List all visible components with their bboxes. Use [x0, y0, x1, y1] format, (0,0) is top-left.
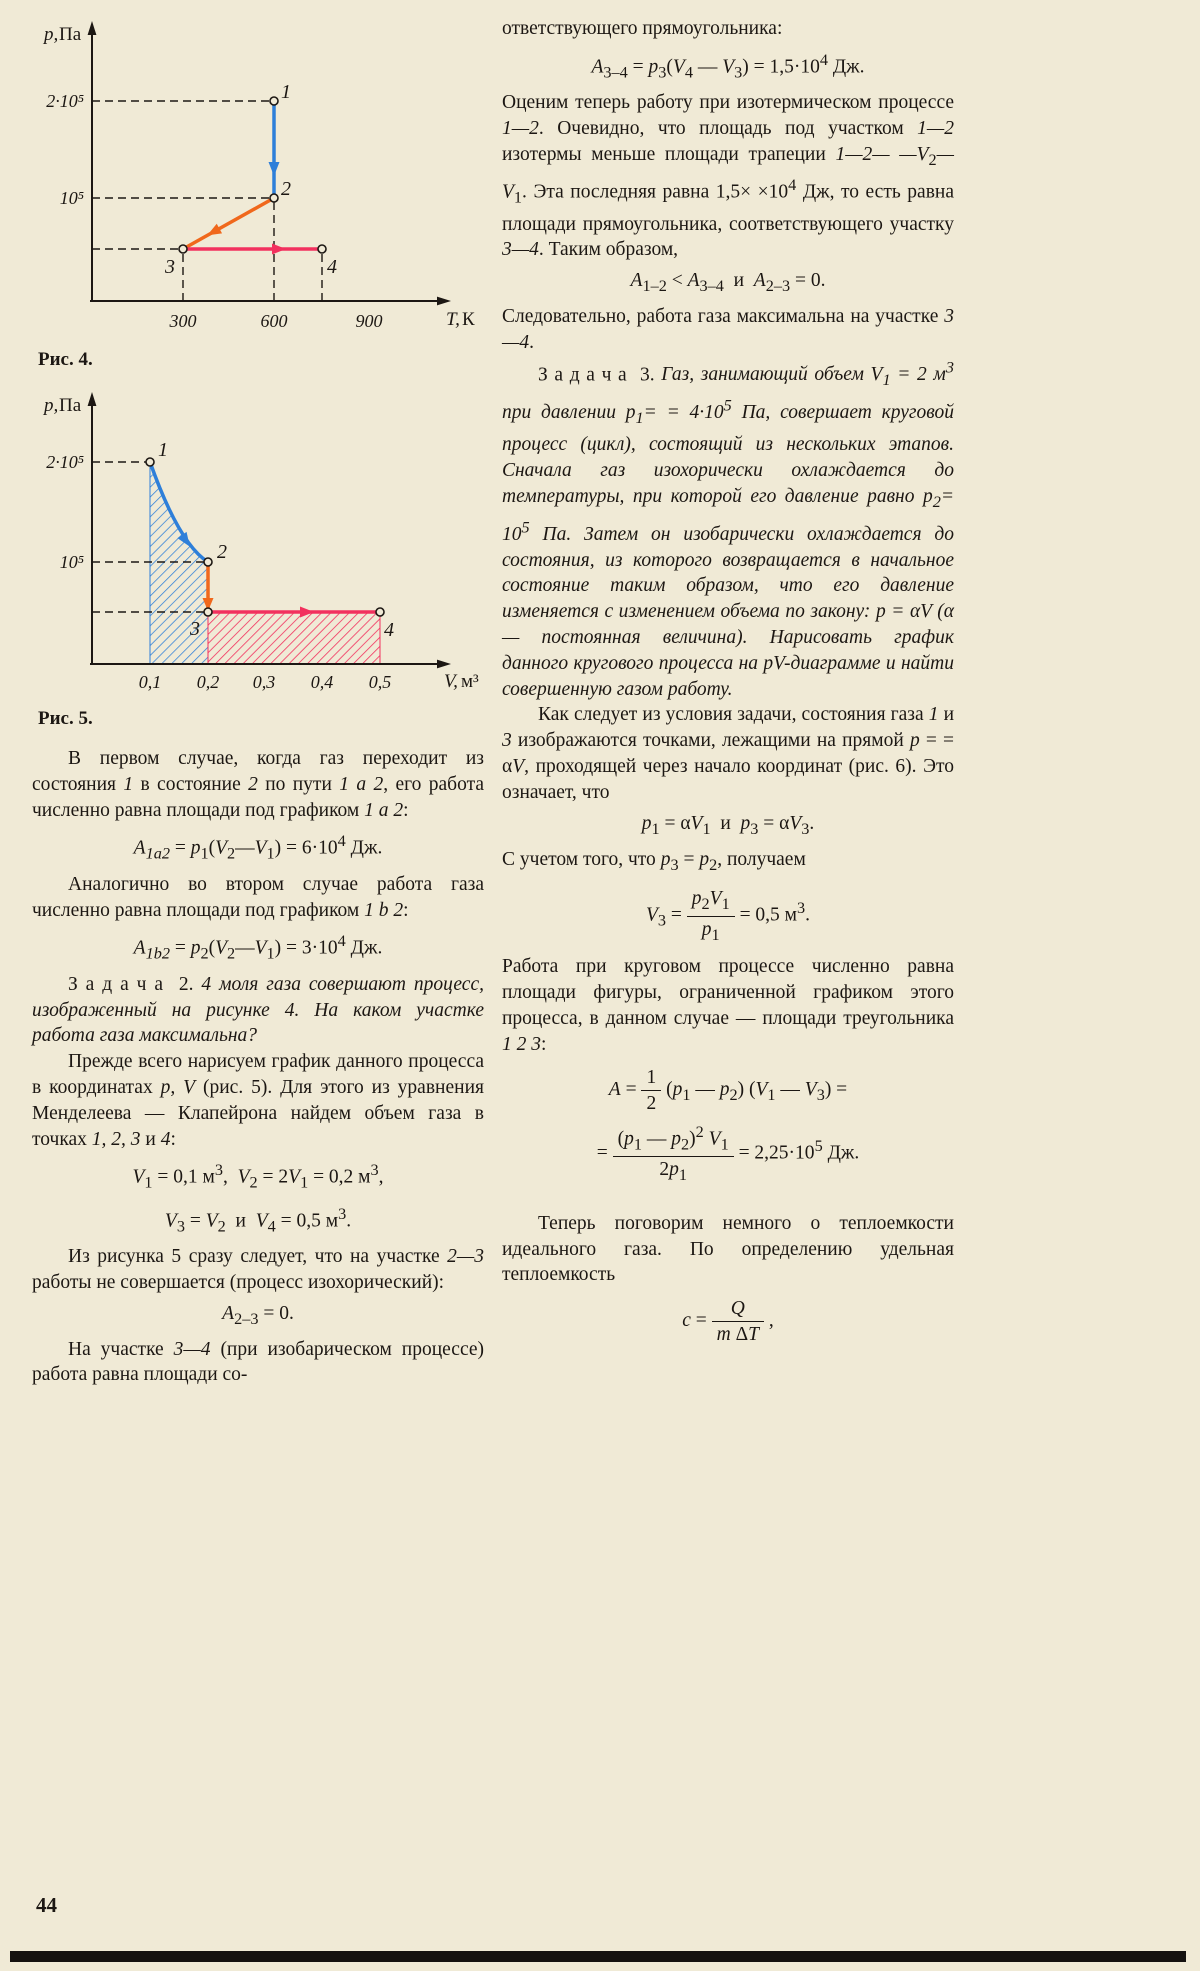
fig4-labels — [42, 24, 475, 331]
scan-edge-bar — [10, 1951, 1186, 1962]
right-paragraph-2: Оценим теперь работу при изотермическом процессе 1—2. Очевидно, что площадь под участком 1—2 изотермы меньше площади трапеции 1—2— $—V_2—V_1$. Эта последняя равна $1,5\times \times 10^4$ Дж, то есть равна площади прямоугольника, соответствующего участку 3—4. Таким образом, — [502, 92, 954, 261]
right-paragraph-7: Теперь поговорим немного о теплоемкости идеального газа. По определению удельная теплоемкость — [502, 1212, 954, 1286]
fig5-x-tick-03: 0,3 — [252, 672, 276, 692]
left-paragraph-3: Прежде всего нарисуем график данного процесса в координатах p, V (рис. 5). Для этого из уравнения Менделеева — Клапейрона найдем объем газа в точках 1, 2, 3 и 4: — [32, 1051, 484, 1150]
right-formula-work-1: A = $\frac{1}{2}$ ($p_1$ — $p_2$) ($V_1$ — $V_3$) = — [608, 1067, 848, 1115]
fig5-y-axis-label-var: p, — [44, 395, 59, 416]
fig4-x-axis-label-var: T, — [446, 309, 460, 330]
left-paragraph-5: На участке 3—4 (при изобарическом процессе) работа равна площади со- — [32, 1338, 484, 1386]
left-formula-a1a2: $A_{1a2}$ = $p_1(V_2—V_1) = 6\cdot 10^4$ Дж. — [133, 832, 383, 863]
fig4-y-axis-label-unit: Па — [59, 24, 82, 45]
figure-4-caption: Рис. 4. — [38, 349, 93, 370]
fig5-x-tick-02: 0,2 — [196, 672, 220, 692]
right-paragraph-1: ответствующего прямоугольника: — [502, 18, 783, 39]
x-axis-arrow-icon — [437, 660, 451, 669]
left-formula-a23: $A_{2-3} = 0$. — [222, 1302, 294, 1328]
fig5-x-tick-05: 0,5 — [368, 672, 392, 692]
right-paragraph-4: Как следует из условия задачи, состояния газа 1 и 3 изображаются точками, лежащими на прямой p = = αV, проходящей через начало координат (рис. 6). Это означает, что — [502, 704, 954, 803]
left-paragraph-4: Из рисунка 5 сразу следует, что на участке 2—3 работы не совершается (процесс изохорический): — [32, 1246, 484, 1293]
fig4-point-3-label: 3 — [165, 256, 175, 278]
fig5-pv-diagram — [32, 387, 484, 697]
fig4-pt-diagram — [32, 16, 484, 338]
fig4-y-axis-label-var: p, — [44, 24, 59, 45]
fig4-point-1-label: 1 — [281, 81, 291, 103]
fig4-x-tick-600: 600 — [260, 311, 288, 331]
fig5-y-axis-label-unit: Па — [59, 395, 82, 416]
fig4-process-lines — [183, 101, 322, 255]
fig4-y-tick-mid: 10⁵ — [59, 188, 84, 208]
fig4-x-axis-label-unit: К — [462, 309, 475, 330]
left-paragraph-1: В первом случае, когда газ переходит из состояния 1 в состояние 2 по пути 1 а 2, его работа численно равна площади под графиком 1 а 2: — [32, 748, 484, 821]
fig5-y-tick-mid: 10⁵ — [59, 552, 84, 572]
fig5-x-tick-01: 0,1 — [138, 672, 162, 692]
right-formula-heat-capacity: c = $\frac{Q}{\text{m ΔT}}$ , — [682, 1298, 774, 1346]
process-arrow-3-4-icon — [272, 244, 286, 255]
right-formula-compare: $A_{1-2} < A_{3-4}$ и $A_{2-3} = 0$. — [630, 270, 826, 296]
left-formula-volumes-2: $V_3 = V_2$ и $V_4 = 0,5$ $м^3$. — [164, 1204, 352, 1236]
fig5-x-axis-label-unit: м³ — [461, 671, 479, 692]
figure-5 — [32, 387, 484, 730]
figure-5-caption: Рис. 5. — [38, 708, 93, 729]
left-paragraph-task2: З а д а ч а 2. 4 моля газа совершают процесс, изображенный на рисунке 4. На каком участке работа газа максимальна? — [32, 973, 484, 1047]
fig4-state-points — [179, 97, 326, 253]
left-column — [32, 16, 484, 1388]
figure-4 — [32, 16, 484, 371]
fig5-point-1-label: 1 — [158, 439, 168, 461]
right-formula-alpha: $p_1 = \alpha V_1$ и $p_3 = \alpha V_3$. — [641, 812, 815, 838]
process-arrow-2-3-icon — [204, 224, 222, 240]
fig5-hatched-areas — [150, 462, 380, 664]
work-area-3-4 — [208, 612, 380, 664]
fig4-dashed-guides — [92, 101, 322, 301]
fig5-point-3-label: 3 — [190, 618, 200, 640]
fig5-x-tick-04: 0,4 — [310, 672, 334, 692]
y-axis-arrow-icon — [88, 392, 97, 406]
process-arrow-1-2-icon — [269, 162, 280, 176]
x-axis-arrow-icon — [437, 297, 451, 306]
y-axis-arrow-icon — [88, 21, 97, 35]
fig4-point-2-label: 2 — [281, 178, 291, 200]
fig5-point-4-label: 4 — [384, 619, 394, 641]
right-formula-work-2: = $\frac{(p_1 — p_2)^2 V_1}{2p_1}$ = $2,25\cdot 10^5$ Дж. — [596, 1123, 860, 1185]
right-formula-a34: $A_{3-4} = p_3(V_4$ — $V_3) = 1,5\cdot 10^4$ Дж. — [591, 50, 865, 82]
fig4-x-tick-900: 900 — [355, 311, 383, 331]
fig4-x-tick-300: 300 — [169, 311, 197, 331]
right-paragraph-task3: З а д а ч а 3. Газ, занимающий объем $V_1 = 2$ $м^3$ при давлении $p_1= = 4\cdot 10^5$ Па, совершает круговой процесс (цикл), состоящий из нескольких этапов. Сначала газ изохорически охлаждается до температуры, при которой его давление равно $p_2= 10^5$ Па. Затем он изобарически охлаждается до состояния, из которого возвращается в начальное состояние таким образом, что его давление изменяется с изменением объема по закону: p = αV (α — постоянная величина). Нарисовать график данного кругового процесса на pV-диаграмме и найти совершенную газом работу. — [502, 358, 954, 700]
right-paragraph-5: С учетом того, что $p_3 = p_2$, получаем — [502, 848, 806, 874]
fig5-point-2-label: 2 — [217, 541, 227, 563]
fig4-y-tick-top: 2·10⁵ — [46, 91, 84, 111]
right-paragraph-3: Следовательно, работа газа максимальна на участке 3—4. — [502, 306, 954, 353]
fig5-x-axis-label-var: V, — [444, 671, 458, 692]
left-paragraph-2: Аналогично во втором случае работа газа численно равна площади под графиком 1 b 2: — [32, 873, 484, 921]
fig5-y-tick-top: 2·10⁵ — [46, 452, 84, 472]
page-number: 44 — [36, 1893, 57, 1917]
right-formula-v3: $V_3$ = $\frac{p_2V_1}{p_1}$ = 0,5 $м^3$. — [645, 888, 811, 944]
right-column — [502, 16, 954, 1355]
left-formula-volumes-1: $V_1 = 0,1$ $м^3$, $V_2 = 2V_1 = 0,2$ $м^3$, — [132, 1161, 384, 1192]
left-formula-a1b2: $A_{1b2}$ = $p_2(V_2—V_1) = 3\cdot 10^4$ Дж. — [133, 932, 383, 963]
right-paragraph-6: Работа при круговом процессе численно равна площади фигуры, ограниченной графиком этого процесса, в данном случае — площади треугольника 1 2 3: — [502, 956, 954, 1055]
fig4-point-4-label: 4 — [327, 256, 337, 278]
